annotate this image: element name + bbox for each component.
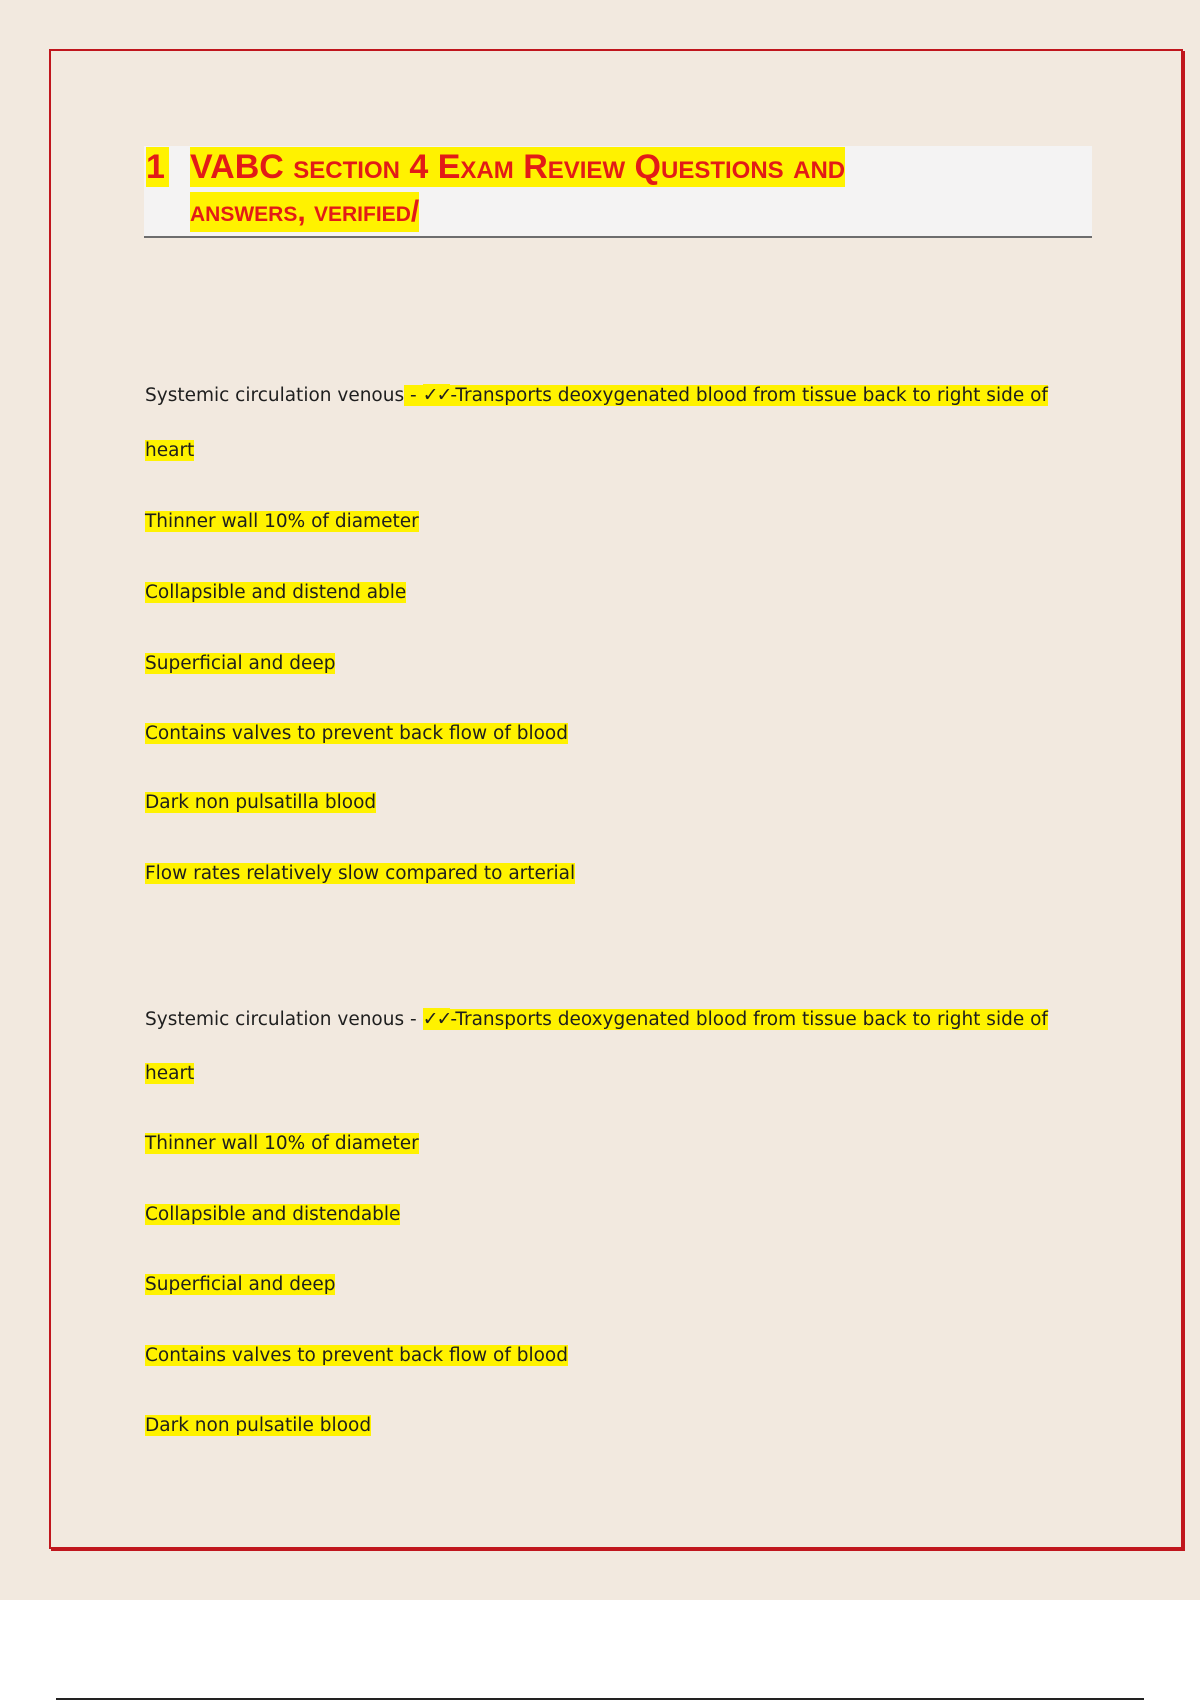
double-check-icon: ✓✓ <box>422 1008 451 1030</box>
answer-separator: - <box>404 385 423 406</box>
title-number: 1 <box>146 147 169 187</box>
answer-point <box>145 508 419 536</box>
answer-point-text: Flow rates relatively slow compared to arterial <box>145 863 576 884</box>
question-text: Systemic circulation venous <box>145 385 405 406</box>
answer-point-text: Superficial and deep <box>145 653 336 674</box>
answer-point <box>145 579 406 607</box>
question-line <box>145 1005 1048 1034</box>
answer-point-text: Collapsible and distendable <box>145 1204 401 1225</box>
answer-point-text: Contains valves to prevent back flow of blood <box>145 723 568 744</box>
answer-point <box>145 1412 371 1440</box>
answer-point-text: Superficial and deep <box>145 1274 336 1295</box>
double-check-icon: ✓✓ <box>422 384 451 406</box>
answer-point <box>145 1201 400 1229</box>
question-text: Systemic circulation venous <box>145 1009 405 1030</box>
answer-point <box>145 650 335 678</box>
answer-continuation <box>145 437 194 465</box>
answer-point <box>145 1342 568 1370</box>
answer-point-text: Thinner wall 10% of diameter <box>145 511 419 532</box>
answer-point <box>145 789 376 817</box>
answer-point <box>145 1271 335 1299</box>
answer-point-text: Dark non pulsatile blood <box>145 1415 372 1436</box>
answer-continuation <box>145 1060 194 1088</box>
answer-point-text: Contains valves to prevent back flow of blood <box>145 1345 568 1366</box>
answer-point <box>145 860 575 888</box>
question-line <box>145 381 1048 410</box>
answer-point-text: Collapsible and distend able <box>145 582 407 603</box>
document-title-line-2: answers, verified/ <box>190 192 419 232</box>
answer-point-text: Thinner wall 10% of diameter <box>145 1133 419 1154</box>
answer-text: heart <box>145 1063 195 1084</box>
answer-text: -Transports deoxygenated blood from tissue back to right side of <box>450 1009 1048 1030</box>
answer-text: heart <box>145 440 195 461</box>
answer-point-text: Dark non pulsatilla blood <box>145 792 377 813</box>
document-title-line-1: VABC section 4 Exam Review Questions and <box>190 148 846 186</box>
answer-text: -Transports deoxygenated blood from tissue back to right side of <box>450 385 1048 406</box>
answer-point <box>145 720 568 748</box>
answer-point <box>145 1130 419 1158</box>
answer-separator: - <box>404 1009 423 1030</box>
